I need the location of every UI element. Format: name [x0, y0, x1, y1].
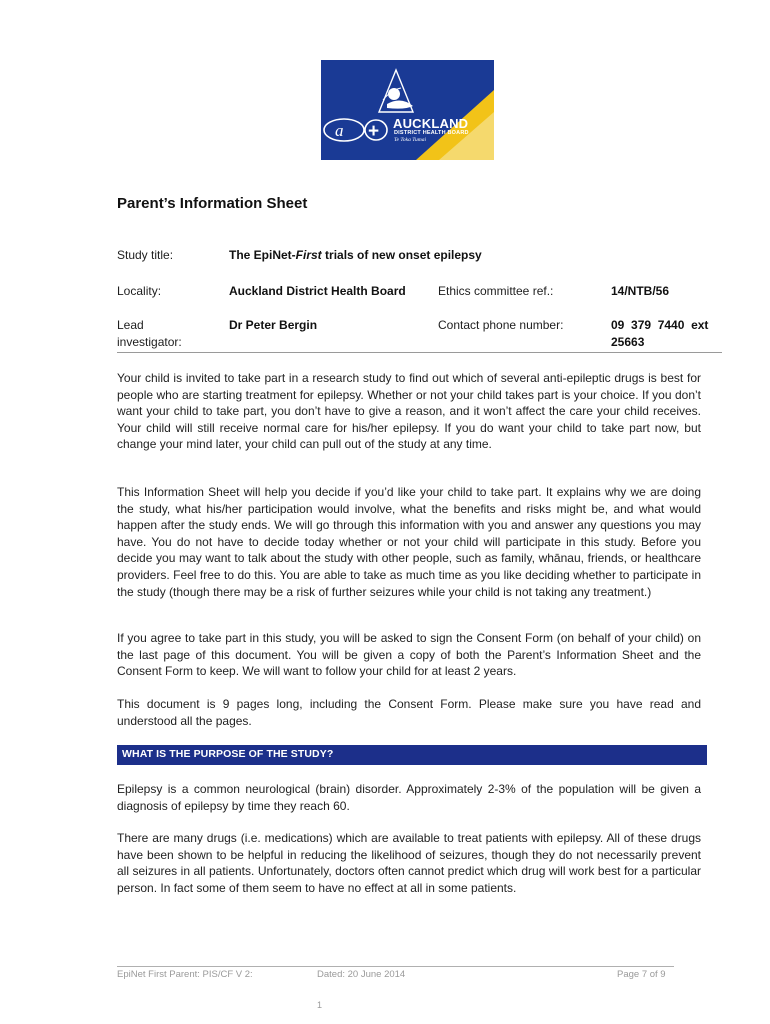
- locality-value: Auckland District Health Board: [229, 284, 406, 298]
- footer-page: Page 7 of 9: [617, 969, 666, 980]
- lead-investigator-value: Dr Peter Bergin: [229, 318, 318, 332]
- svg-text:+: +: [368, 121, 380, 142]
- footer-doc-id: EpiNet First Parent: PIS/CF V 2:: [117, 969, 253, 980]
- info-sheet-paragraph: This Information Sheet will help you decide if you’d like your child to take part. It explains why we are doing the study, what his/her participation would involve, what the benefits and risks might be, and what would happen after the study ends. We will go through this information with you and answer any questions you may have. You do not have to decide today whether or not your child will participate in this study. Before you decide you may want to talk about the study with other people, such as family, whānau, friends, or healthcare providers. Feel free to do this. You are able to take as much time as you like deciding whether to participate in the study (though there may be a risk of further seizures while your child is not taking any treatment.): [117, 485, 701, 599]
- study-title-value: The EpiNet-First trials of new onset epilepsy: [229, 248, 482, 262]
- auckland-dhb-logo: [321, 60, 494, 160]
- section-heading: WHAT IS THE PURPOSE OF THE STUDY?: [122, 748, 334, 760]
- section-heading-bar: [117, 745, 707, 765]
- lead-investigator-label: Lead investigator:: [117, 318, 182, 349]
- locality-label: Locality:: [117, 284, 162, 298]
- contact-label: Contact phone number:: [438, 318, 564, 332]
- drugs-paragraph: There are many drugs (i.e. medications) which are available to treat patients with epilepsy. All of these drugs have been shown to be helpful in reducing the likelihood of seizures, though they do not necessarily prevent all seizures in all patients. Unfortunately, doctors often cannot predict which drug will work best for a particular person. In fact some of them seem to have no effect at all in some patients.: [117, 831, 701, 895]
- logo-graphic-icon: [321, 60, 494, 160]
- footer-date: Dated: 20 June 2014: [317, 969, 406, 980]
- page-number: 1: [317, 1000, 323, 1010]
- logo-org-name: AUCKLAND: [393, 116, 469, 131]
- svg-text:a: a: [335, 121, 344, 140]
- contact-value: 09 379 7440 ext 25663: [611, 318, 709, 349]
- study-title-label: Study title:: [117, 248, 174, 262]
- consent-paragraph: If you agree to take part in this study, you will be asked to sign the Consent Form (on behalf of your child) on the last page of this document. You will be given a copy of both the Parent’s Information Sheet and the Consent Form to keep. We will want to follow your child for at least 2 years.: [117, 631, 701, 679]
- footer-divider: [117, 966, 674, 967]
- epilepsy-paragraph: Epilepsy is a common neurological (brain) disorder. Approximately 2-3% of the population will be given a diagnosis of epilepsy by time they reach 60.: [117, 782, 701, 813]
- ethics-value: 14/NTB/56: [611, 284, 670, 298]
- page-title: Parent’s Information Sheet: [117, 195, 308, 212]
- meta-divider: [117, 352, 722, 353]
- length-paragraph: This document is 9 pages long, including the Consent Form. Please make sure you have read and understood all the pages.: [117, 697, 701, 728]
- logo-maori-name: Te Toka Tumai: [394, 137, 426, 143]
- ethics-label: Ethics committee ref.:: [438, 284, 554, 298]
- logo-org-subtitle: DISTRICT HEALTH BOARD: [394, 130, 469, 136]
- intro-paragraph: Your child is invited to take part in a research study to find out which of several anti-epileptic drugs is best for people who are starting treatment for epilepsy. Whether or not your child takes part is your choice. If you don’t want your child to take part, you don’t have to give a reason, and it won’t affect the care your child receives. Your child will still receive normal care for his/her epilepsy. If you do want your child to take part now, but change your mind later, your child can pull out of the study at any time.: [117, 371, 701, 452]
